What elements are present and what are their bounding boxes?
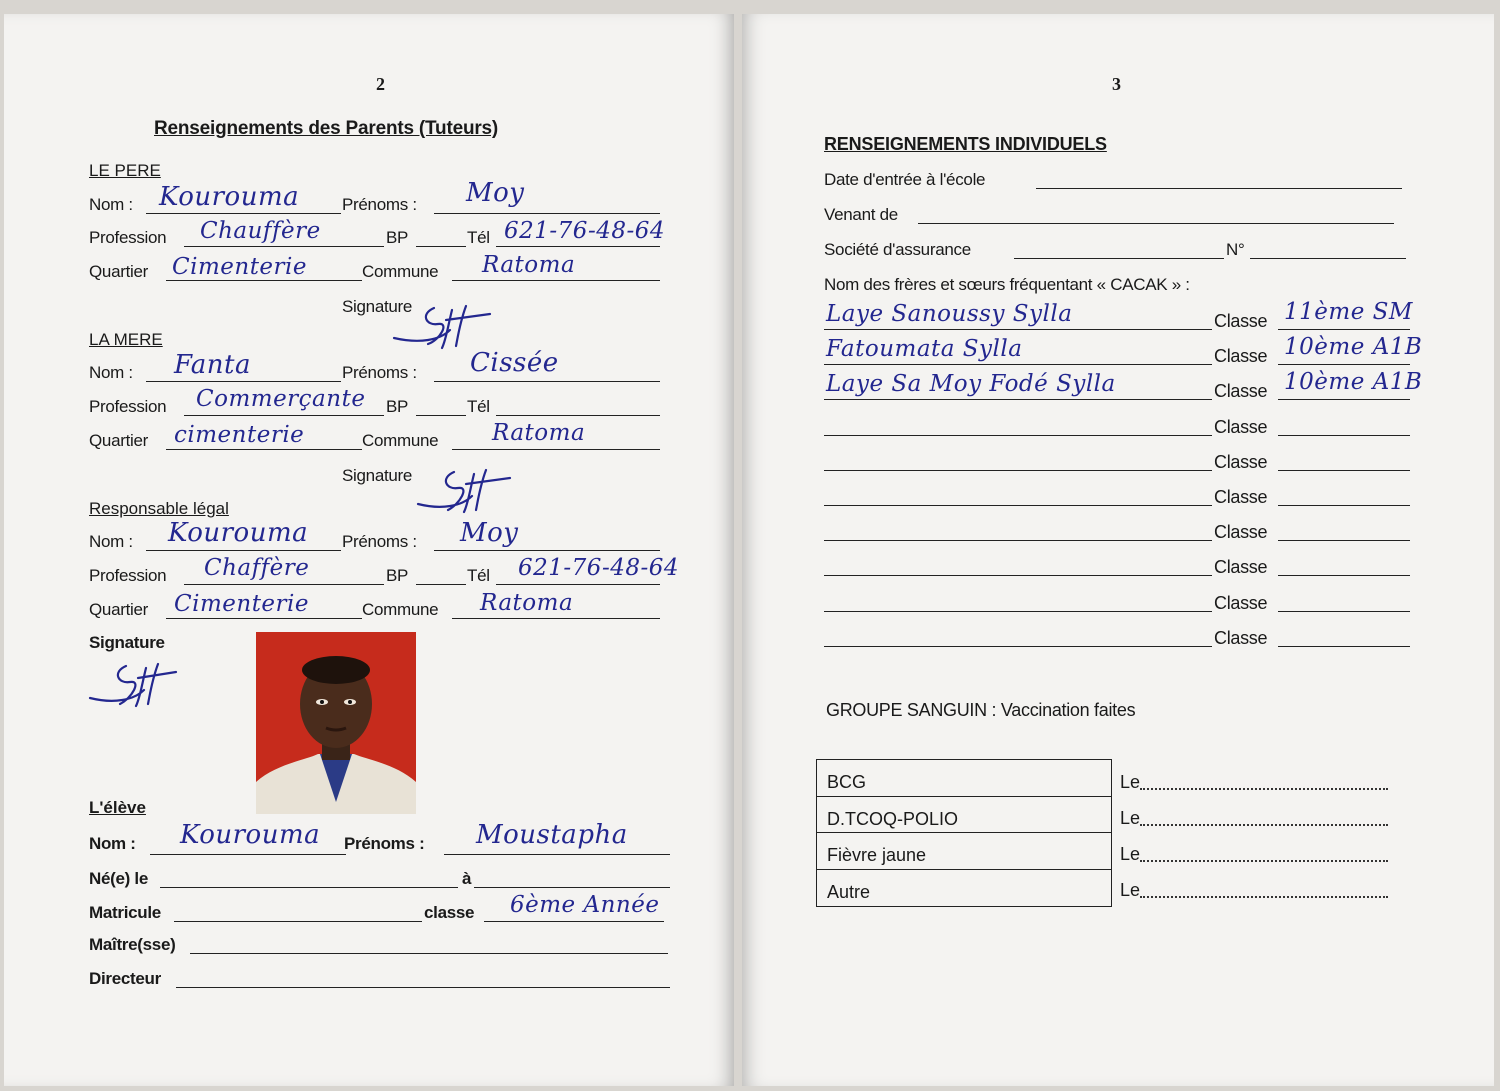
sibling-classe-line — [1278, 435, 1410, 436]
father-profession-value: Chauffère — [200, 218, 321, 244]
student-maitre-line — [190, 953, 668, 954]
sibling-classe-line — [1278, 611, 1410, 612]
father-signature-mark — [390, 300, 500, 350]
student-nom-label: Nom : — [89, 834, 136, 853]
student-classe-value: 6ème Année — [510, 892, 660, 918]
father-profession-line — [184, 246, 384, 247]
student-nom-value: Kourouma — [180, 820, 321, 850]
vaccination-date-line — [1140, 824, 1388, 826]
father-commune-label: Commune — [362, 262, 439, 281]
sibling-classe-line — [1278, 505, 1410, 506]
father-signature-label: Signature — [342, 297, 413, 316]
father-tel-value: 621-76-48-64 — [504, 218, 666, 244]
guardian-quartier-line — [166, 618, 362, 619]
mother-commune-line — [452, 449, 660, 450]
father-bp-line — [416, 246, 466, 247]
sibling-classe-label: Classe — [1214, 346, 1268, 367]
mother-signature-label: Signature — [342, 466, 413, 485]
father-quartier-line — [166, 280, 362, 281]
page-number: 3 — [1112, 74, 1121, 94]
numero-line — [1250, 258, 1406, 259]
sibling-classe-label: Classe — [1214, 416, 1268, 437]
sibling-classe-line — [1278, 575, 1410, 576]
guardian-prenoms-label: Prénoms : — [342, 532, 417, 551]
guardian-commune-label: Commune — [362, 600, 439, 619]
sibling-classe-line — [1278, 470, 1410, 471]
sibling-classe-line — [1278, 646, 1410, 647]
vaccination-date-line — [1140, 788, 1388, 790]
vaccination-row: BCG — [817, 760, 1111, 797]
student-prenoms-line — [444, 854, 670, 855]
venant-line — [918, 223, 1394, 224]
mother-commune-value: Ratoma — [492, 420, 586, 446]
left-page — [4, 14, 734, 1086]
student-ne-label: Né(e) le — [89, 869, 149, 888]
sibling-name-line — [824, 646, 1212, 647]
sibling-name: Laye Sa Moy Fodé Sylla — [826, 371, 1116, 398]
mother-signature-mark — [414, 464, 524, 514]
student-photo — [256, 632, 416, 814]
page-title: Renseignements des Parents (Tuteurs) — [154, 118, 499, 139]
sibling-classe-line — [1278, 364, 1410, 365]
mother-quartier-label: Quartier — [89, 431, 149, 450]
vaccination-row: D.TCOQ-POLIO — [817, 797, 1111, 834]
sibling-classe-label: Classe — [1214, 522, 1268, 543]
mother-profession-line — [184, 415, 384, 416]
sibling-name-line — [824, 329, 1212, 330]
sibling-classe-line — [1278, 329, 1410, 330]
guardian-quartier-value: Cimenterie — [174, 591, 310, 617]
guardian-profession-value: Chaffère — [204, 555, 310, 581]
mother-commune-label: Commune — [362, 431, 439, 450]
sibling-classe-label: Classe — [1214, 311, 1268, 331]
father-commune-line — [452, 280, 660, 281]
father-prenoms-label: Prénoms : — [342, 195, 417, 214]
mother-tel-label: Tél — [467, 397, 490, 416]
mother-prenoms-line — [434, 381, 660, 382]
father-tel-label: Tél — [467, 228, 490, 247]
mother-nom-value: Fanta — [174, 350, 251, 380]
guardian-signature-mark — [86, 658, 196, 708]
sibling-classe-line — [1278, 399, 1410, 400]
sibling-name-line — [824, 611, 1212, 612]
venant-label: Venant de — [824, 205, 898, 224]
father-quartier-value: Cimenterie — [172, 254, 308, 280]
sibling-classe-label: Classe — [1214, 381, 1268, 402]
guardian-commune-line — [452, 618, 660, 619]
student-matricule-label: Matricule — [89, 903, 161, 922]
sibling-classe-line — [1278, 540, 1410, 541]
sibling-name: Laye Sanoussy Sylla — [826, 301, 1073, 327]
father-bp-label: BP — [386, 228, 409, 247]
father-commune-value: Ratoma — [482, 252, 576, 278]
guardian-tel-line — [496, 584, 660, 585]
student-classe-label: classe — [424, 903, 475, 922]
student-ne-line — [160, 887, 458, 888]
student-section-label: L'élève — [89, 798, 146, 817]
guardian-commune-value: Ratoma — [480, 590, 574, 616]
date-entree-label: Date d'entrée à l'école — [824, 170, 986, 189]
mother-prenoms-label: Prénoms : — [342, 363, 417, 382]
guardian-prenoms-line — [434, 550, 660, 551]
sibling-classe-label: Classe — [1214, 627, 1268, 648]
vaccination-row: Fièvre jaune — [817, 833, 1111, 870]
mother-tel-line — [496, 415, 660, 416]
student-classe-line — [484, 921, 664, 922]
vaccination-table — [816, 759, 1112, 907]
sibling-classe-value: 10ème A1B — [1284, 334, 1423, 361]
assurance-line — [1014, 258, 1224, 259]
mother-profession-value: Commerçante — [196, 386, 366, 412]
guardian-section-label: Responsable légal — [89, 499, 229, 518]
mother-nom-line — [146, 381, 341, 382]
father-prenoms-value: Moy — [466, 178, 525, 208]
siblings-label: Nom des frères et sœurs fréquentant « CACAK » : — [824, 275, 1190, 294]
vaccination-le-label: Le — [1120, 844, 1141, 864]
guardian-profession-line — [184, 584, 384, 585]
sibling-name-line — [824, 470, 1212, 471]
date-entree-line — [1036, 188, 1402, 189]
mother-bp-label: BP — [386, 397, 409, 416]
right-page — [742, 14, 1494, 1086]
guardian-profession-label: Profession — [89, 566, 167, 585]
sibling-classe-label: Classe — [1214, 487, 1268, 507]
guardian-tel-value: 621-76-48-64 — [518, 555, 680, 581]
father-section-label: LE PERE — [89, 161, 161, 180]
sibling-classe-value: 11ème SM — [1284, 299, 1413, 325]
page-title: RENSEIGNEMENTS INDIVIDUELS — [824, 134, 1107, 154]
father-quartier-label: Quartier — [89, 262, 149, 281]
sibling-name-line — [824, 540, 1212, 541]
student-maitre-label: Maître(sse) — [89, 935, 176, 954]
student-prenoms-value: Moustapha — [476, 820, 628, 850]
numero-label: N° — [1226, 240, 1245, 259]
vaccination-le-label: Le — [1120, 880, 1141, 900]
sibling-name: Fatoumata Sylla — [826, 336, 1023, 363]
mother-bp-line — [416, 415, 466, 416]
father-tel-line — [496, 246, 660, 247]
vaccination-le-label: Le — [1120, 808, 1141, 828]
sibling-classe-label: Classe — [1214, 557, 1268, 578]
guardian-quartier-label: Quartier — [89, 600, 149, 619]
sibling-classe-label: Classe — [1214, 592, 1268, 613]
guardian-tel-label: Tél — [467, 566, 490, 585]
sibling-classe-label: Classe — [1214, 451, 1268, 472]
page-number: 2 — [376, 74, 385, 94]
student-nom-line — [150, 854, 346, 855]
father-profession-label: Profession — [89, 228, 167, 247]
mother-quartier-value: cimenterie — [174, 422, 305, 448]
guardian-bp-line — [416, 584, 466, 585]
student-directeur-label: Directeur — [89, 969, 161, 988]
mother-quartier-line — [166, 449, 362, 450]
guardian-nom-label: Nom : — [89, 532, 133, 551]
mother-profession-label: Profession — [89, 397, 167, 416]
father-nom-line — [146, 213, 341, 214]
vaccination-row: Autre — [827, 881, 871, 902]
sibling-name-line — [824, 364, 1212, 365]
guardian-prenoms-value: Moy — [460, 518, 519, 548]
mother-nom-label: Nom : — [89, 363, 133, 382]
guardian-nom-value: Kourouma — [168, 518, 309, 548]
sibling-name-line — [824, 505, 1212, 506]
student-a-line — [474, 887, 670, 888]
father-prenoms-line — [434, 213, 660, 214]
vaccination-le-label: Le — [1120, 772, 1141, 792]
guardian-nom-line — [146, 550, 341, 551]
guardian-signature-label: Signature — [89, 633, 165, 652]
assurance-label: Société d'assurance — [824, 240, 971, 259]
sibling-classe-value: 10ème A1B — [1284, 369, 1423, 396]
sibling-name-line — [824, 575, 1212, 576]
sibling-name-line — [824, 435, 1212, 436]
sibling-name-line — [824, 399, 1212, 400]
student-directeur-line — [176, 987, 670, 988]
vaccination-date-line — [1140, 860, 1388, 862]
mother-section-label: LA MERE — [89, 330, 163, 349]
father-nom-label: Nom : — [89, 195, 133, 214]
student-prenoms-label: Prénoms : — [344, 834, 425, 853]
groupe-sanguin-label: GROUPE SANGUIN : Vaccination faites — [826, 700, 1136, 720]
guardian-bp-label: BP — [386, 566, 409, 585]
vaccination-date-line — [1140, 896, 1388, 898]
father-nom-value: Kourouma — [159, 182, 300, 212]
student-matricule-line — [174, 921, 422, 922]
student-a-label: à — [462, 869, 472, 888]
mother-prenoms-value: Cissée — [470, 348, 559, 378]
